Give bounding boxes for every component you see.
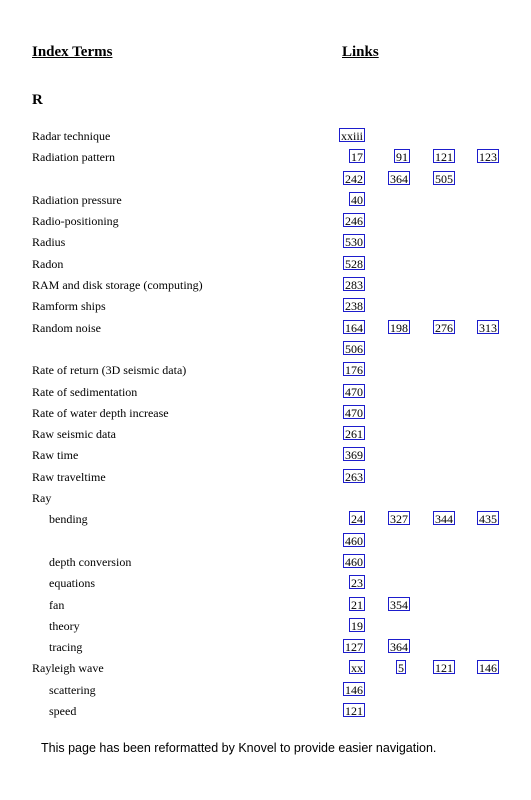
index-term: Raw traveltime <box>32 469 106 484</box>
section-letter: R <box>32 92 43 108</box>
index-row <box>0 169 531 190</box>
page-link[interactable]: 238 <box>345 299 363 314</box>
page-link[interactable]: 198 <box>390 320 408 335</box>
index-row <box>0 318 531 339</box>
index-row <box>0 595 531 616</box>
page-link[interactable]: 5 <box>398 661 404 676</box>
index-row <box>0 190 531 211</box>
index-row <box>0 509 531 530</box>
index-row <box>0 382 531 403</box>
index-term: bending <box>49 512 88 527</box>
page-link[interactable]: 505 <box>435 171 453 186</box>
page-link[interactable]: 354 <box>390 597 408 612</box>
index-row <box>0 424 531 445</box>
page-link[interactable]: 127 <box>345 640 363 655</box>
index-row <box>0 701 531 722</box>
index-term: fan <box>49 597 65 612</box>
index-row <box>0 637 531 658</box>
index-term: Radar technique <box>32 129 111 143</box>
page-link[interactable]: 17 <box>351 150 363 165</box>
index-terms-header: Index Terms <box>32 44 113 60</box>
index-row <box>0 616 531 637</box>
index-term: scattering <box>49 682 96 697</box>
index-row <box>0 296 531 317</box>
index-row <box>0 275 531 296</box>
index-term: Raw seismic data <box>32 427 116 442</box>
page-link[interactable]: 23 <box>351 576 363 591</box>
index-term: Raw time <box>32 448 79 463</box>
index-row <box>0 680 531 701</box>
knovel-footer-note: This page has been reformatted by Knovel to provide easier navigation. <box>41 741 437 755</box>
index-term: tracing <box>49 640 83 655</box>
page-link[interactable]: 528 <box>345 256 363 271</box>
page-link[interactable]: 242 <box>345 171 363 186</box>
page-link[interactable]: 506 <box>345 341 363 356</box>
index-term: Rate of return (3D seismic data) <box>32 363 187 378</box>
page-link[interactable]: 146 <box>345 682 363 697</box>
page-link[interactable]: 344 <box>435 512 453 527</box>
page-link[interactable]: 283 <box>345 278 363 293</box>
page-link[interactable]: 435 <box>479 512 497 527</box>
index-row <box>0 360 531 381</box>
page-link[interactable]: 24 <box>351 512 363 527</box>
links-header: Links <box>342 44 379 60</box>
page-link[interactable]: 121 <box>435 150 453 165</box>
index-row <box>0 254 531 275</box>
page-link[interactable]: 19 <box>351 618 363 633</box>
index-term: RAM and disk storage (computing) <box>32 278 203 293</box>
index-term: Ramform ships <box>32 299 106 314</box>
page-link[interactable]: 364 <box>390 640 408 655</box>
page-link[interactable]: 146 <box>479 661 497 676</box>
page-link[interactable]: 313 <box>479 320 497 335</box>
page-link[interactable]: 164 <box>345 320 363 335</box>
page-link[interactable]: 246 <box>345 214 363 229</box>
page-link[interactable]: xxiii <box>341 129 364 143</box>
page-link[interactable]: 327 <box>390 512 408 527</box>
index-row <box>0 573 531 594</box>
index-row <box>0 445 531 466</box>
index-term: Radiation pressure <box>32 192 122 207</box>
index-term: Radio-positioning <box>32 214 119 229</box>
index-row <box>0 403 531 424</box>
page-link[interactable]: 40 <box>351 192 363 207</box>
index-term: Rate of sedimentation <box>32 384 138 399</box>
page-link[interactable]: 364 <box>390 171 408 186</box>
page-link[interactable]: 470 <box>345 384 363 399</box>
index-term: depth conversion <box>49 554 132 569</box>
page-link[interactable]: 121 <box>435 661 453 676</box>
index-term: Radon <box>32 256 64 271</box>
page-link[interactable]: 460 <box>345 554 363 569</box>
page-link[interactable]: 369 <box>345 448 363 463</box>
page-link[interactable]: 530 <box>345 235 363 250</box>
index-row <box>0 211 531 232</box>
index-row <box>0 658 531 679</box>
index-row <box>0 552 531 573</box>
page-link[interactable]: 470 <box>345 405 363 420</box>
page-link[interactable]: 91 <box>396 150 408 165</box>
index-row <box>0 467 531 488</box>
index-row <box>0 147 531 168</box>
index-row <box>0 339 531 360</box>
page-link[interactable]: 21 <box>351 597 363 612</box>
page-link[interactable]: 263 <box>345 469 363 484</box>
index-term: Rayleigh wave <box>32 661 104 676</box>
index-term: Random noise <box>32 320 101 335</box>
index-row <box>0 531 531 552</box>
page-link[interactable]: 123 <box>479 150 497 165</box>
page-link[interactable]: 261 <box>345 427 363 442</box>
index-term: theory <box>49 618 80 633</box>
index-rows <box>0 126 531 722</box>
page-link[interactable]: 176 <box>345 363 363 378</box>
page-link[interactable]: 121 <box>345 704 363 719</box>
index-row <box>0 232 531 253</box>
index-row <box>0 126 531 147</box>
page-link[interactable]: 276 <box>435 320 453 335</box>
page-link[interactable]: 460 <box>345 533 363 548</box>
index-term: equations <box>49 576 95 591</box>
index-term: Radius <box>32 235 66 250</box>
index-row <box>0 488 531 509</box>
page-link[interactable]: xx <box>351 661 363 676</box>
index-term: Ray <box>32 491 52 506</box>
index-term: Radiation pattern <box>32 150 115 165</box>
index-term: Rate of water depth increase <box>32 405 169 420</box>
index-term: speed <box>49 704 77 719</box>
